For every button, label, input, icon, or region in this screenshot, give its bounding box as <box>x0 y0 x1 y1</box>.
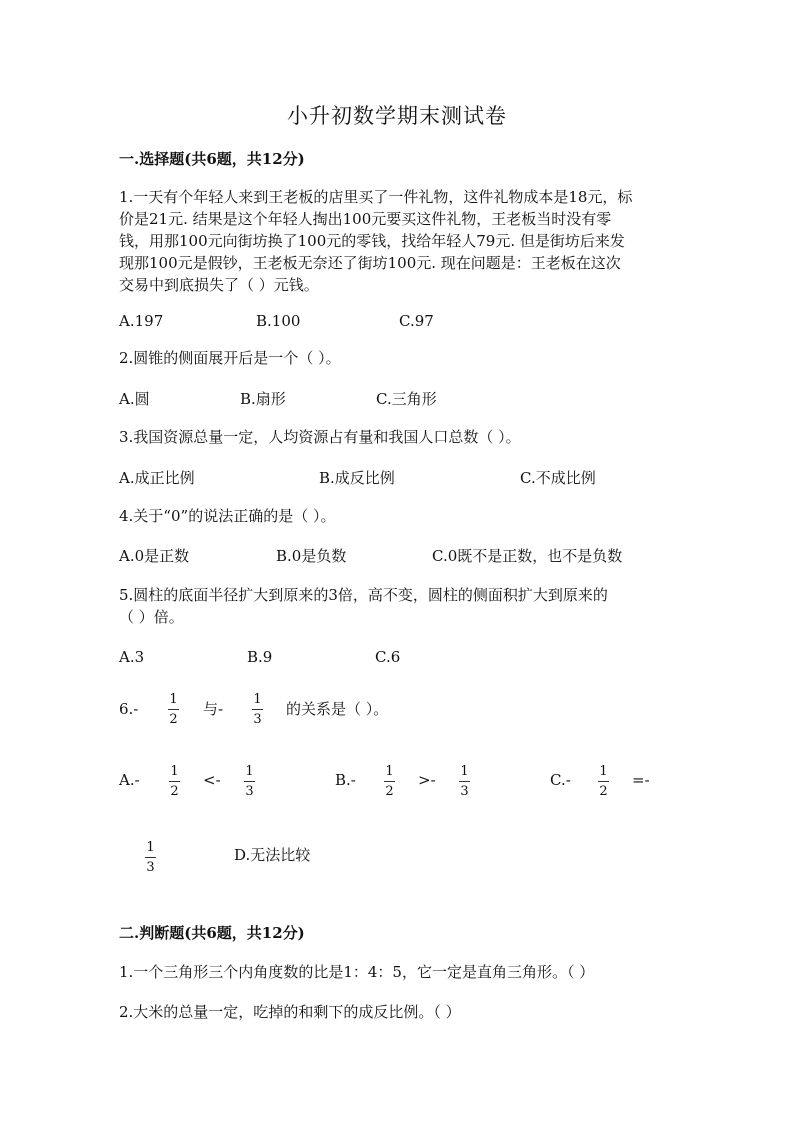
question-4-option-a[interactable]: A.0是正数 <box>119 547 190 565</box>
question-1-line-1: 1.一天有个年轻人来到王老板的店里买了一件礼物，这件礼物成本是18元，标 <box>119 188 633 206</box>
question-5-option-a[interactable]: A.3 <box>119 648 145 666</box>
fraction-numerator: 1 <box>170 764 179 779</box>
question-5-option-b[interactable]: B.9 <box>247 648 273 666</box>
question-3-option-c[interactable]: C.不成比例 <box>520 469 596 487</box>
question-3-text: 3.我国资源总量一定，人均资源占有量和我国人口总数（ ）。 <box>119 428 521 446</box>
question-1-line-4: 现那100元是假钞，王老板无奈还了街坊100元. 现在问题是：王老板在这次 <box>119 254 621 272</box>
section-heading-judgment: 二.判断题(共6题，共12分) <box>119 924 305 942</box>
fraction-one-half <box>384 764 395 799</box>
fraction-denominator: 2 <box>385 784 394 799</box>
question-2-option-a[interactable]: A.圆 <box>119 390 150 408</box>
fraction-numerator: 1 <box>253 692 262 707</box>
fraction-bar <box>244 781 255 782</box>
question-6-option-b-operator: >- <box>418 771 436 789</box>
fraction-numerator: 1 <box>169 692 178 707</box>
fraction-bar <box>168 709 179 710</box>
fraction-one-third <box>244 764 255 799</box>
question-2-option-c[interactable]: C.三角形 <box>376 390 437 408</box>
fraction-denominator: 3 <box>460 784 469 799</box>
question-6-prefix: 6.- <box>119 700 139 718</box>
fraction-numerator: 1 <box>460 764 469 779</box>
fraction-one-half <box>168 692 179 727</box>
fraction-bar <box>169 781 180 782</box>
question-5-line-2: （ ）倍。 <box>119 608 184 626</box>
question-6-mid: 与- <box>203 700 224 718</box>
question-4-option-c[interactable]: C.0既不是正数，也不是负数 <box>432 547 623 565</box>
fraction-one-half <box>169 764 180 799</box>
question-6-option-a-label[interactable]: A.- <box>119 771 140 789</box>
fraction-one-half <box>598 764 609 799</box>
fraction-one-third <box>459 764 470 799</box>
question-5-line-1: 5.圆柱的底面半径扩大到原来的3倍，高不变，圆柱的侧面积扩大到原来的 <box>119 586 608 604</box>
question-1-option-a[interactable]: A.197 <box>119 312 164 330</box>
fraction-numerator: 1 <box>599 764 608 779</box>
question-1-option-c[interactable]: C.97 <box>399 312 434 330</box>
question-6-option-c-operator: =- <box>632 771 650 789</box>
question-6-option-b-label[interactable]: B.- <box>335 771 356 789</box>
fraction-numerator: 1 <box>245 764 254 779</box>
question-2-text: 2.圆锥的侧面展开后是一个（ ）。 <box>119 349 341 367</box>
judgment-question-2: 2.大米的总量一定，吃掉的和剩下的成反比例。（ ） <box>119 1003 461 1021</box>
section-heading-choice: 一.选择题(共6题，共12分) <box>119 150 305 168</box>
fraction-bar <box>145 857 156 858</box>
fraction-denominator: 3 <box>245 784 254 799</box>
fraction-one-third <box>252 692 263 727</box>
fraction-denominator: 3 <box>146 860 155 875</box>
fraction-denominator: 2 <box>599 784 608 799</box>
question-2-option-b[interactable]: B.扇形 <box>240 390 286 408</box>
judgment-question-1: 1.一个三角形三个内角度数的比是1：4：5，它一定是直角三角形。（ ） <box>119 963 595 981</box>
question-6-option-c-label[interactable]: C.- <box>550 771 571 789</box>
question-1-line-3: 钱，用那100元向街坊换了100元的零钱，找给年轻人79元. 但是街坊后来发 <box>119 232 625 250</box>
question-3-option-b[interactable]: B.成反比例 <box>319 469 395 487</box>
question-1-line-2: 价是21元. 结果是这个年轻人掏出100元要买这件礼物，王老板当时没有零 <box>119 210 612 228</box>
question-5-option-c[interactable]: C.6 <box>375 648 401 666</box>
question-1-line-5: 交易中到底损失了（ ）元钱。 <box>119 276 319 294</box>
page-title: 小升初数学期末测试卷 <box>287 104 507 128</box>
fraction-bar <box>252 709 263 710</box>
fraction-bar <box>384 781 395 782</box>
question-4-option-b[interactable]: B.0是负数 <box>276 547 347 565</box>
fraction-denominator: 2 <box>169 712 178 727</box>
question-6-option-d[interactable]: D.无法比较 <box>234 846 311 864</box>
question-4-text: 4.关于“0”的说法正确的是（ ）。 <box>119 507 336 525</box>
fraction-one-third <box>145 840 156 875</box>
fraction-numerator: 1 <box>146 840 155 855</box>
question-6-suffix: 的关系是（ ）。 <box>286 700 389 718</box>
fraction-bar <box>459 781 470 782</box>
question-6-option-a-operator: <- <box>203 771 221 789</box>
fraction-numerator: 1 <box>385 764 394 779</box>
fraction-bar <box>598 781 609 782</box>
fraction-denominator: 2 <box>170 784 179 799</box>
question-1-option-b[interactable]: B.100 <box>256 312 301 330</box>
question-3-option-a[interactable]: A.成正比例 <box>119 469 195 487</box>
fraction-denominator: 3 <box>253 712 262 727</box>
